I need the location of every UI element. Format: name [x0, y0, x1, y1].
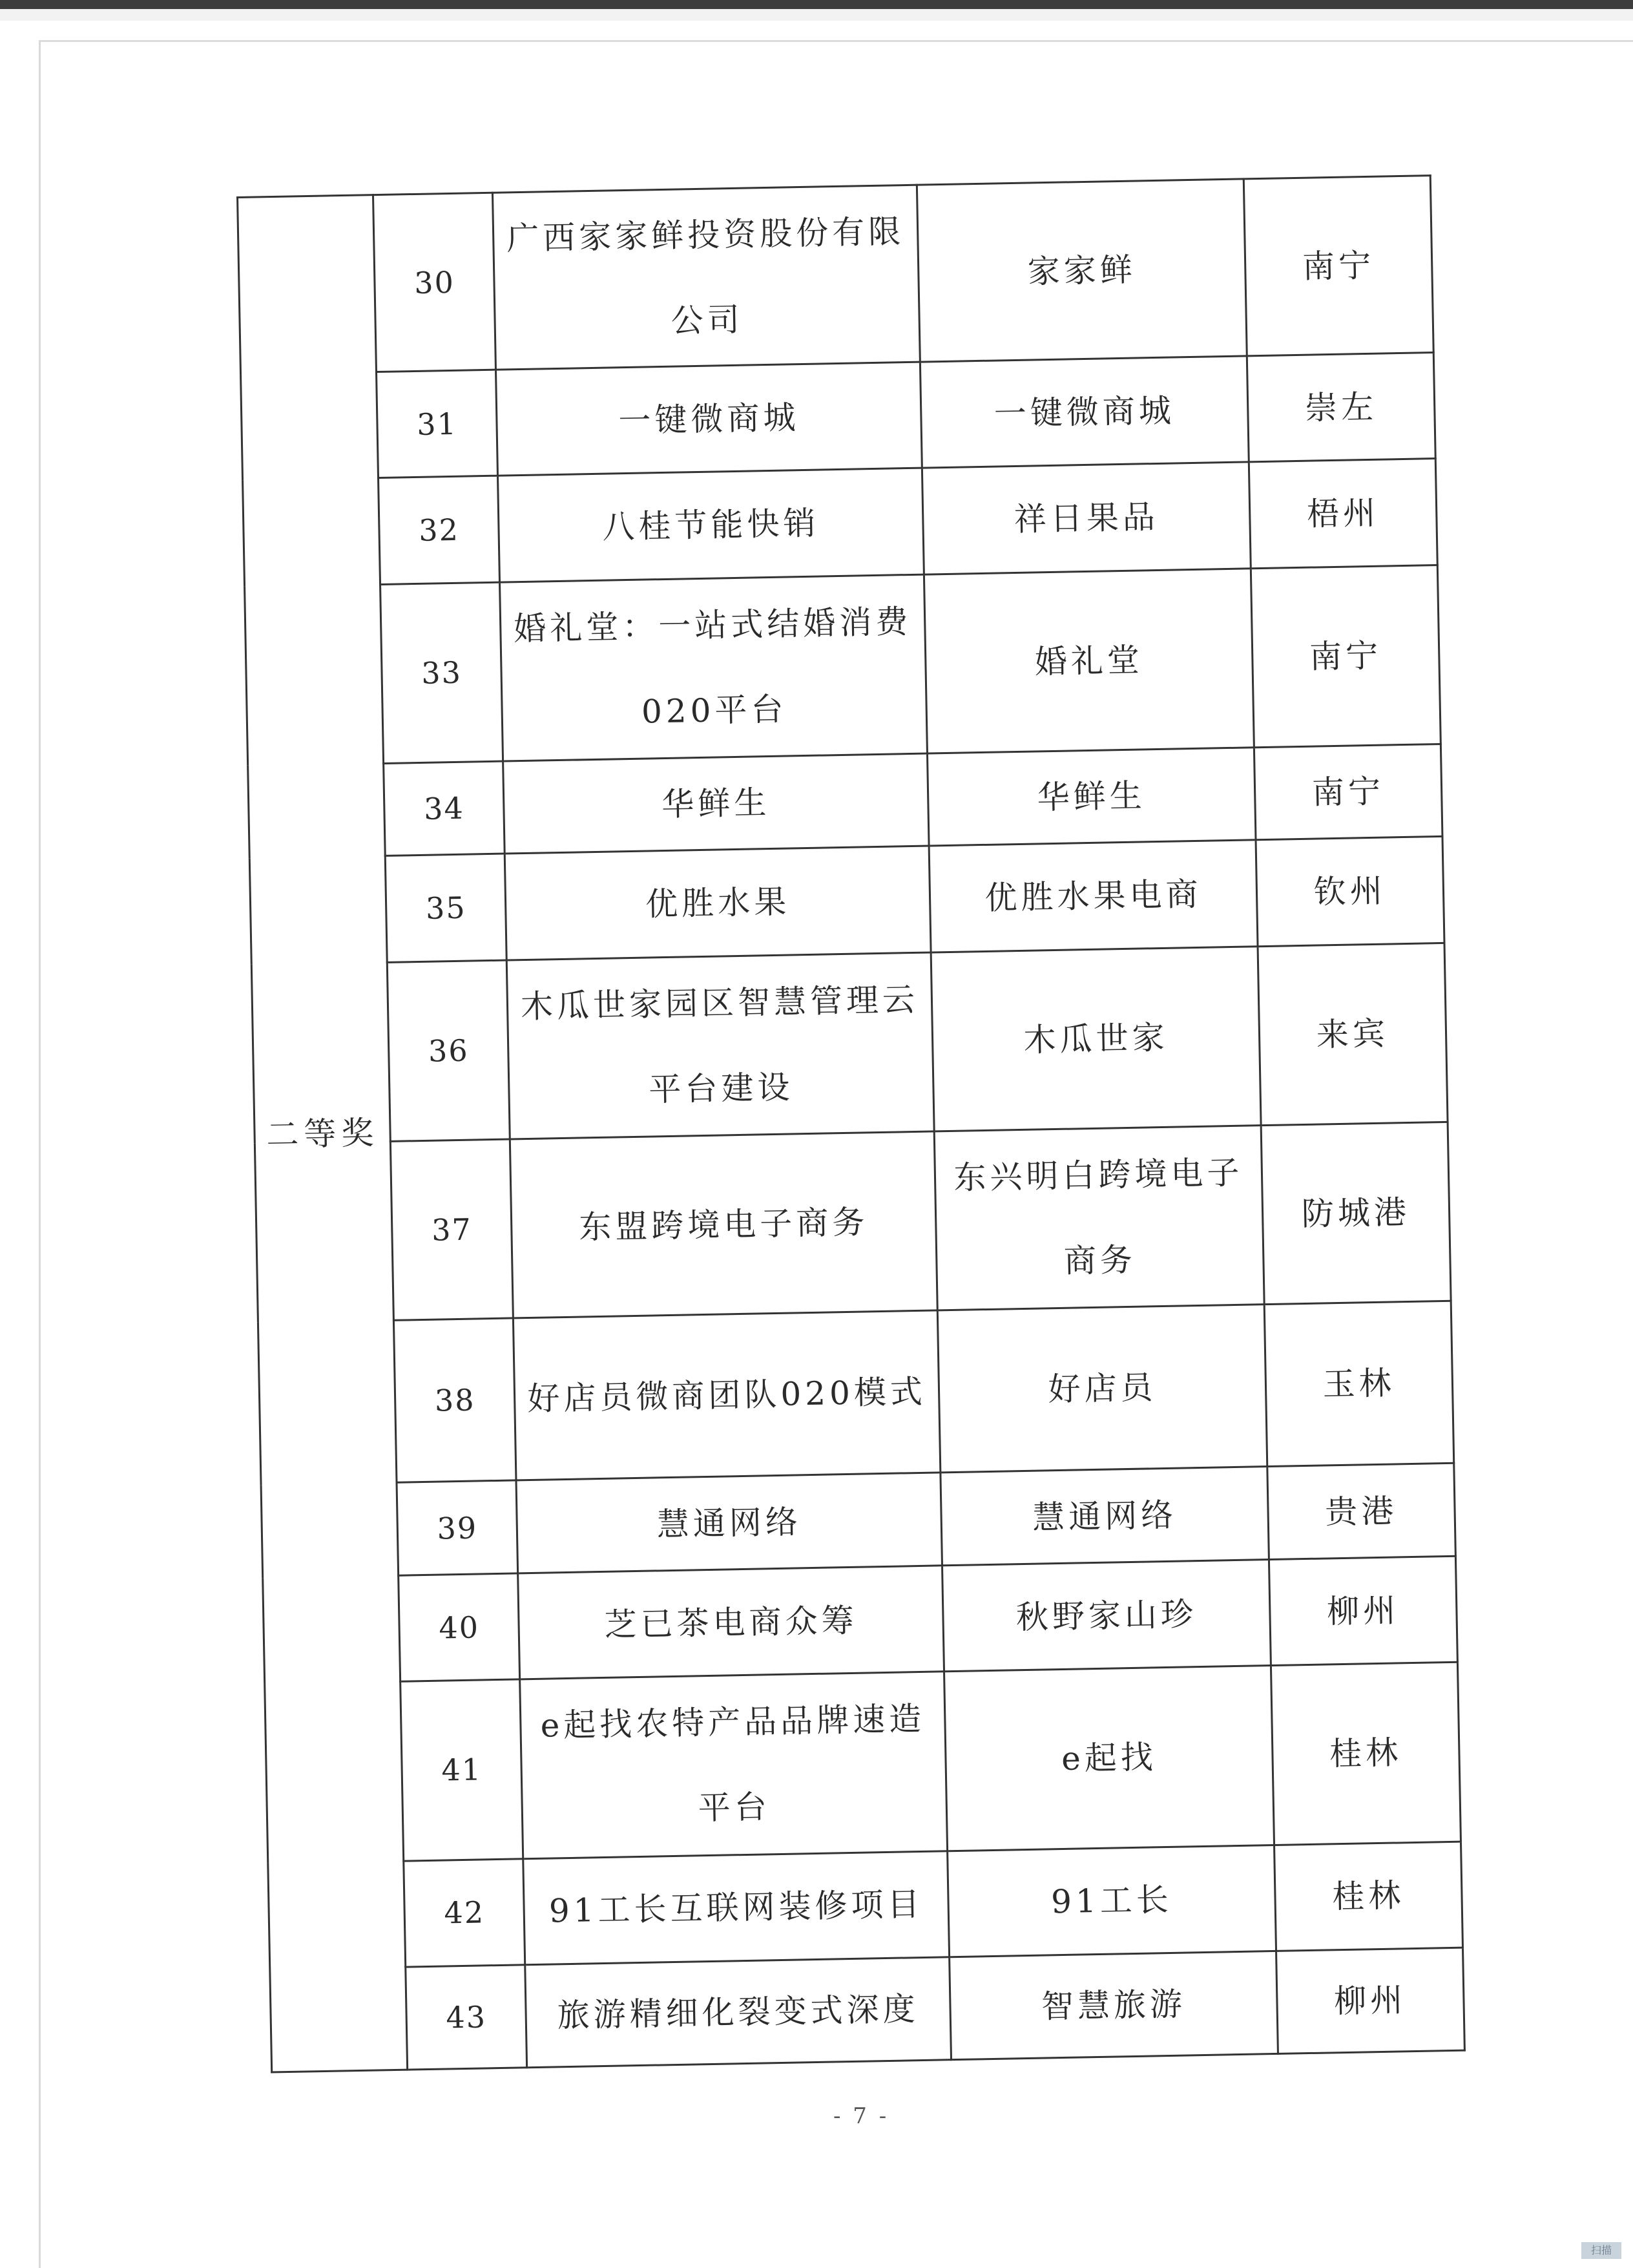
brand-name: e起找	[944, 1666, 1274, 1851]
project-name: 91工长互联网装修项目	[523, 1851, 950, 1964]
brand-name: 智慧旅游	[950, 1951, 1278, 2059]
table-row	[245, 565, 1441, 766]
project-name: 优胜水果	[504, 846, 931, 960]
page-number: - 7 -	[833, 2103, 889, 2129]
brand-name: 家家鲜	[917, 179, 1247, 362]
city-name: 崇左	[1247, 353, 1435, 463]
row-number: 32	[379, 476, 499, 584]
project-name: 东盟跨境电子商务	[510, 1131, 938, 1318]
project-name: 广西家家鲜投资股份有限公司	[492, 185, 921, 370]
city-name: 防城港	[1261, 1122, 1451, 1304]
table-row	[265, 1663, 1461, 1864]
project-name: e起找农特产品品牌速造平台	[519, 1672, 948, 1858]
row-number: 38	[394, 1318, 516, 1483]
row-number: 43	[406, 1965, 526, 2070]
row-number: 42	[404, 1858, 525, 1967]
city-name: 桂林	[1271, 1663, 1461, 1845]
project-name: 旅游精细化裂变式深度	[525, 1957, 952, 2067]
brand-name: 91工长	[948, 1845, 1276, 1957]
project-name: 慧通网络	[516, 1473, 942, 1573]
table-row	[255, 1122, 1451, 1323]
brand-name: 好店员	[938, 1305, 1267, 1473]
row-number: 35	[386, 854, 506, 962]
city-name: 钦州	[1256, 837, 1444, 947]
project-name: 八桂节能快销	[497, 468, 924, 582]
project-name: 一键微商城	[495, 362, 922, 476]
brand-name: 东兴明白跨境电子商务	[935, 1125, 1264, 1310]
row-number: 36	[388, 960, 510, 1141]
row-number: 37	[391, 1139, 513, 1320]
city-name: 柳州	[1276, 1948, 1464, 2054]
city-name: 南宁	[1251, 565, 1441, 747]
row-number: 39	[397, 1480, 517, 1575]
table-row	[251, 943, 1448, 1144]
project-name: 婚礼堂：一站式结婚消费020平台	[499, 574, 928, 761]
table-row	[270, 1948, 1465, 2072]
row-number: 41	[400, 1679, 523, 1860]
project-name: 木瓜世家园区智慧管理云平台建设	[506, 952, 935, 1139]
city-name: 来宾	[1258, 943, 1448, 1125]
awards-table	[236, 174, 1466, 2073]
table-row	[238, 176, 1434, 375]
row-number: 33	[380, 582, 503, 763]
brand-name: 优胜水果电商	[929, 840, 1257, 952]
scan-stamp: 扫描	[1581, 2242, 1621, 2259]
city-name: 南宁	[1254, 744, 1442, 840]
brand-name: 秋野家山珍	[942, 1560, 1271, 1672]
city-name: 贵港	[1267, 1464, 1455, 1560]
row-number: 30	[373, 193, 495, 372]
row-number: 34	[384, 761, 504, 856]
city-name: 桂林	[1274, 1842, 1462, 1951]
brand-name: 婚礼堂	[924, 568, 1254, 753]
city-name: 玉林	[1264, 1301, 1454, 1467]
scan-edge	[0, 0, 1633, 9]
table-row	[258, 1301, 1453, 1485]
project-name: 好店员微商团队020模式	[513, 1310, 941, 1480]
city-name: 南宁	[1243, 176, 1433, 356]
awards-table-container	[236, 174, 1466, 2073]
row-number: 40	[399, 1573, 519, 1682]
city-name: 梧州	[1249, 459, 1437, 569]
project-name: 芝已茶电商众筹	[517, 1566, 944, 1679]
city-name: 柳州	[1269, 1556, 1457, 1666]
brand-name: 一键微商城	[921, 356, 1249, 468]
project-name: 华鲜生	[503, 753, 929, 854]
row-number: 31	[377, 370, 497, 478]
brand-name: 慧通网络	[941, 1467, 1269, 1566]
scan-edge-light	[0, 9, 1633, 21]
brand-name: 木瓜世家	[931, 946, 1261, 1131]
award-category: 二等奖	[238, 195, 408, 2072]
brand-name: 祥日果品	[922, 462, 1251, 574]
brand-name: 华鲜生	[928, 747, 1256, 846]
